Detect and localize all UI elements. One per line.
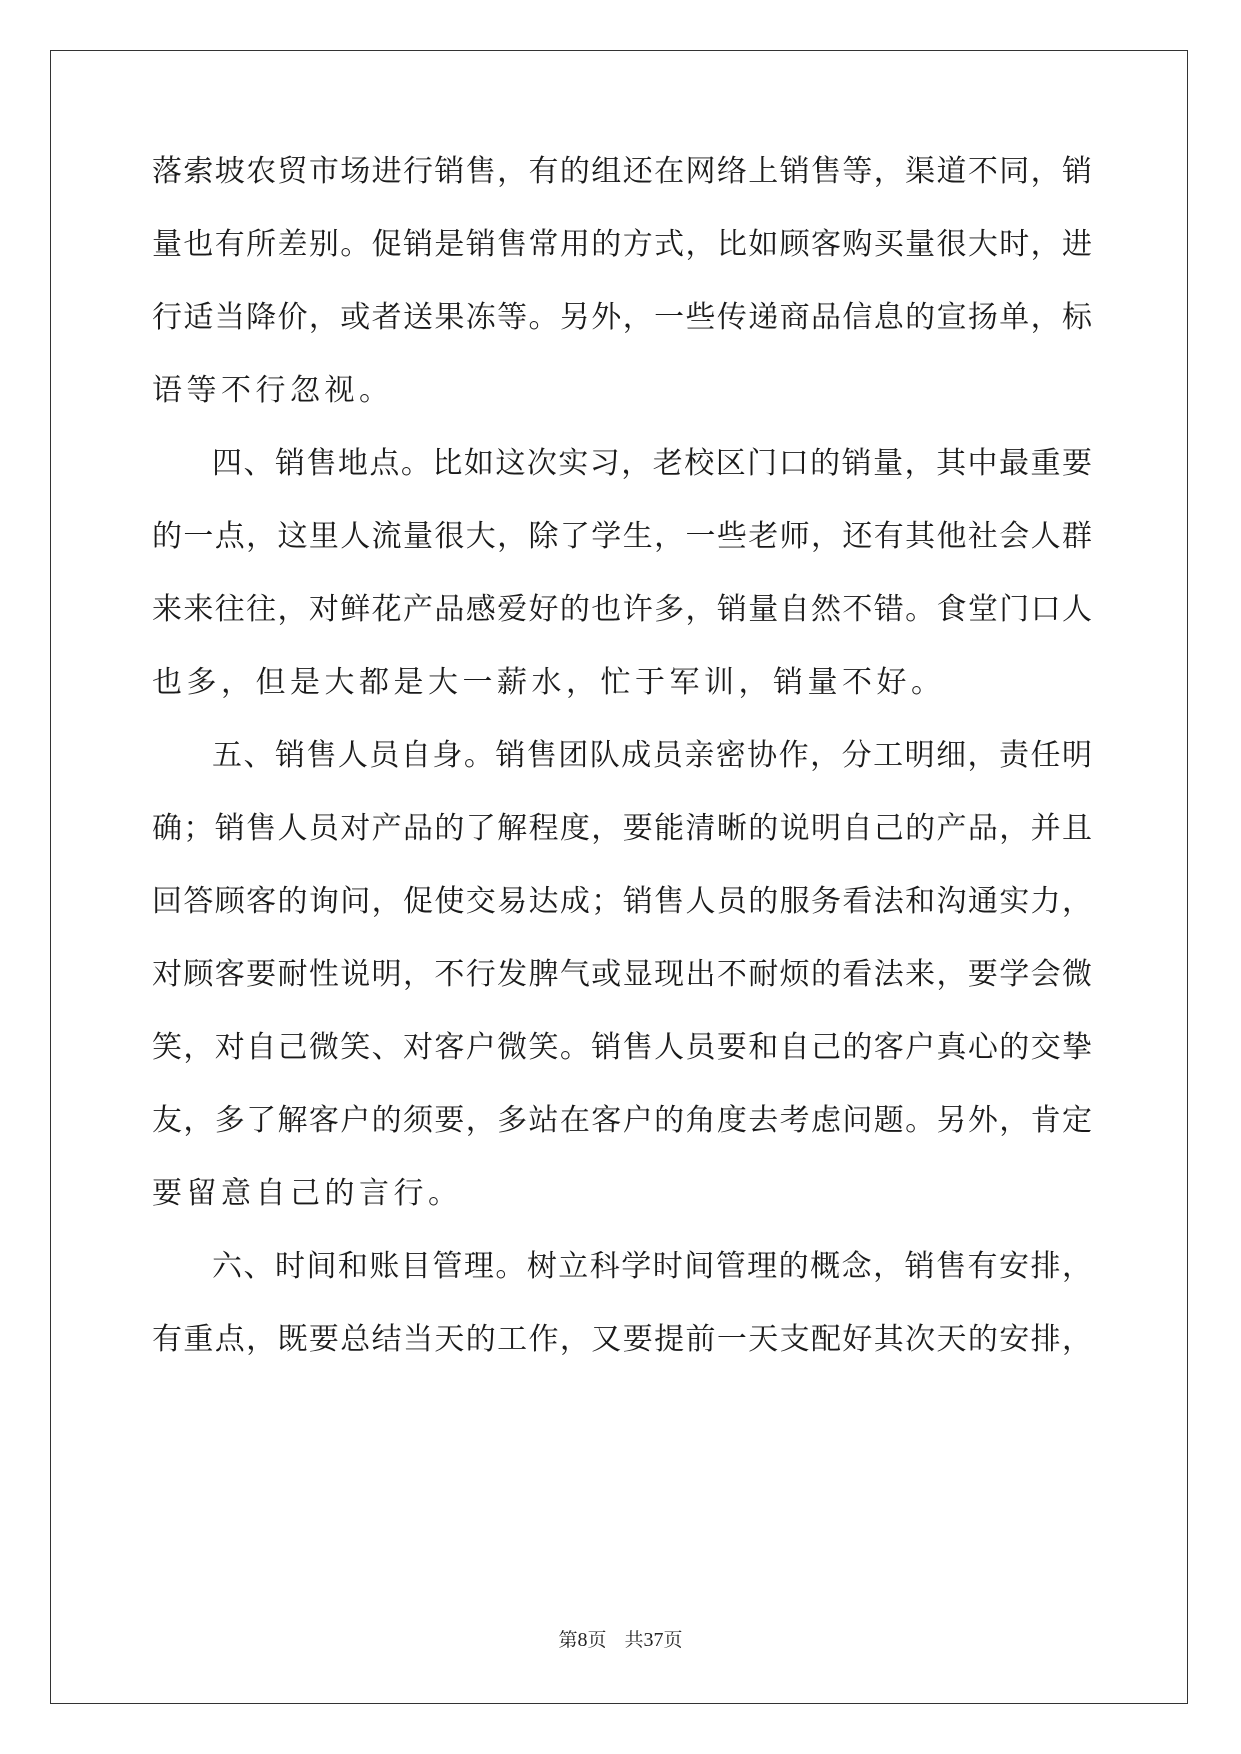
- paragraph-line: 来来往往，对鲜花产品感爱好的也许多，销量自然不错。食堂门口人: [152, 592, 1092, 627]
- total-suffix: 页: [663, 1629, 683, 1651]
- total-pages: 37: [643, 1629, 664, 1651]
- paragraph-line: 语等不行忽视。: [152, 373, 394, 408]
- paragraph-line: 确；销售人员对产品的了解程度，要能清晰的说明自己的产品，并且: [152, 811, 1092, 846]
- total-prefix: 共: [624, 1629, 644, 1651]
- paragraph-line: 回答顾客的询问，促使交易达成；销售人员的服务看法和沟通实力，: [152, 884, 1092, 919]
- paragraph-line: 的一点，这里人流量很大，除了学生，一些老师，还有其他社会人群: [152, 519, 1092, 554]
- page-footer: [0, 1628, 1241, 1652]
- paragraph-line: 有重点，既要总结当天的工作，又要提前一天支配好其次天的安排，: [152, 1322, 1092, 1357]
- paragraph-line: 友，多了解客户的须要，多站在客户的角度去考虑问题。另外，肯定: [152, 1103, 1092, 1138]
- paragraph-line: 行适当降价，或者送果冻等。另外，一些传递商品信息的宣扬单，标: [152, 300, 1092, 335]
- paragraph-line: 对顾客要耐性说明，不行发脾气或显现出不耐烦的看法来，要学会微: [152, 957, 1092, 992]
- paragraph-line: 六、时间和账目管理。树立科学时间管理的概念，销售有安排，: [212, 1249, 1092, 1284]
- paragraph-line: 要留意自己的言行。: [152, 1176, 463, 1211]
- paragraph-line: 笑，对自己微笑、对客户微笑。销售人员要和自己的客户真心的交挚: [152, 1030, 1092, 1065]
- paragraph-line: 也多，但是大都是大一薪水，忙于军训，销量不好。: [152, 665, 946, 700]
- paragraph-line: 四、销售地点。比如这次实习，老校区门口的销量，其中最重要: [212, 446, 1092, 481]
- paragraph-line: 落索坡农贸市场进行销售，有的组还在网络上销售等，渠道不同，销: [152, 154, 1092, 189]
- paragraph-line: 五、销售人员自身。销售团队成员亲密协作，分工明细，责任明: [212, 738, 1092, 773]
- paragraph-line: 量也有所差别。促销是销售常用的方式，比如顾客购买量很大时，进: [152, 227, 1092, 262]
- page-number: 8: [577, 1629, 588, 1651]
- page-prefix: 第: [558, 1629, 578, 1651]
- page-suffix: 页: [587, 1629, 607, 1651]
